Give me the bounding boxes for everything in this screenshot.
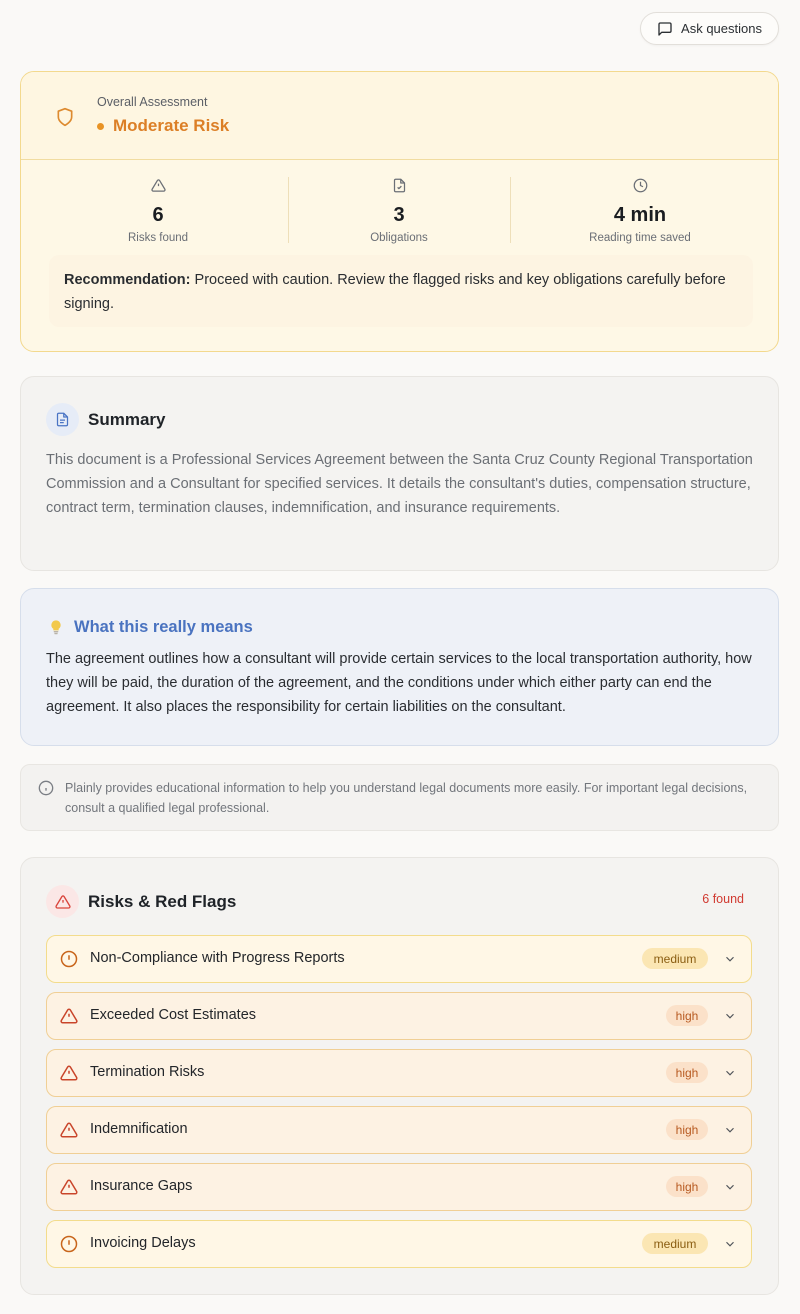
recommendation-label: Recommendation: <box>64 272 191 288</box>
assessment-header <box>21 72 778 160</box>
stat-reading-time <box>540 177 740 244</box>
disclaimer-box <box>20 764 779 831</box>
alert-triangle-icon <box>60 1007 78 1025</box>
chevron-down-icon[interactable] <box>723 1180 737 1194</box>
assessment-card <box>20 71 779 352</box>
assessment-label: Overall Assessment <box>97 95 208 109</box>
severity-badge: high <box>666 1119 708 1140</box>
ask-questions-label: Ask questions <box>681 21 762 36</box>
chevron-down-icon[interactable] <box>723 1066 737 1080</box>
stat-label: Risks found <box>127 231 189 244</box>
disclaimer-text: Plainly provides educational information to help you understand legal documents more easily. For important legal decisions, consult a qualified legal professional. <box>65 781 748 815</box>
severity-badge: medium <box>642 1233 708 1254</box>
document-icon <box>46 403 79 436</box>
alert-circle-icon <box>60 1235 78 1253</box>
risk-title: Exceeded Cost Estimates <box>90 1007 257 1023</box>
alert-triangle-icon <box>46 885 79 918</box>
severity-badge: high <box>666 1176 708 1197</box>
chevron-down-icon[interactable] <box>723 1237 737 1251</box>
stat-divider <box>510 177 511 243</box>
stat-label: Obligations <box>370 231 428 244</box>
risk-title: Termination Risks <box>90 1064 205 1080</box>
stat-value: 6 <box>152 203 164 226</box>
risks-count-badge: 6 found <box>702 892 744 906</box>
severity-badge: high <box>666 1005 708 1026</box>
meaning-text: The agreement outlines how a consultant will provide certain services to the local transportation authority, how they will be paid, the duration of the agreement, and the conditions under which either party can end the agreement. It also places the responsibility for certain liabilities on the consultant. <box>46 651 752 715</box>
ask-questions-button[interactable] <box>640 12 779 45</box>
stat-risks <box>58 177 258 244</box>
meaning-title: What this really means <box>74 618 253 636</box>
severity-badge: high <box>666 1062 708 1083</box>
risk-title: Invoicing Delays <box>90 1235 196 1251</box>
meaning-card <box>20 588 779 746</box>
message-square-icon <box>657 21 673 37</box>
risks-card <box>20 857 779 1295</box>
chevron-down-icon[interactable] <box>723 1009 737 1023</box>
risk-row[interactable] <box>46 1163 752 1211</box>
info-icon <box>38 780 54 796</box>
shield-icon <box>55 107 75 127</box>
alert-circle-icon <box>60 950 78 968</box>
risk-level-dot <box>97 123 104 130</box>
alert-triangle-icon <box>60 1178 78 1196</box>
summary-card <box>20 376 779 571</box>
risk-title: Insurance Gaps <box>90 1178 193 1194</box>
summary-title: Summary <box>88 410 166 429</box>
lightbulb-icon <box>48 618 64 636</box>
stat-divider <box>288 177 289 243</box>
alert-triangle-icon <box>151 177 166 193</box>
stat-value: 4 min <box>613 203 667 226</box>
chevron-down-icon[interactable] <box>723 952 737 966</box>
summary-text: This document is a Professional Services Agreement between the Santa Cruz County Regional Transportation Commission and a Consultant for specified services. It details the consultant's duties, compensation structure, contract term, termination clauses, indemnification, and insurance requirements. <box>46 452 753 516</box>
severity-badge: medium <box>642 948 708 969</box>
recommendation-box <box>49 255 753 327</box>
risk-row[interactable] <box>46 992 752 1040</box>
stat-value: 3 <box>393 203 405 226</box>
stat-obligations <box>299 177 499 244</box>
risk-level-text: Moderate Risk <box>113 116 230 135</box>
alert-triangle-icon <box>60 1121 78 1139</box>
risk-title: Indemnification <box>90 1121 188 1137</box>
alert-triangle-icon <box>60 1064 78 1082</box>
risks-title: Risks & Red Flags <box>88 892 237 911</box>
chevron-down-icon[interactable] <box>723 1123 737 1137</box>
risk-row[interactable] <box>46 1220 752 1268</box>
risk-title: Non-Compliance with Progress Reports <box>90 950 345 966</box>
file-check-icon <box>392 177 407 193</box>
risk-level <box>97 116 229 136</box>
risk-row[interactable] <box>46 935 752 983</box>
clock-icon <box>633 177 648 193</box>
stats-row <box>21 161 779 251</box>
stat-label: Reading time saved <box>589 231 691 244</box>
risk-row[interactable] <box>46 1106 752 1154</box>
recommendation-text: Proceed with caution. Review the flagged risks and key obligations carefully before signing. <box>64 272 726 312</box>
risk-row[interactable] <box>46 1049 752 1097</box>
